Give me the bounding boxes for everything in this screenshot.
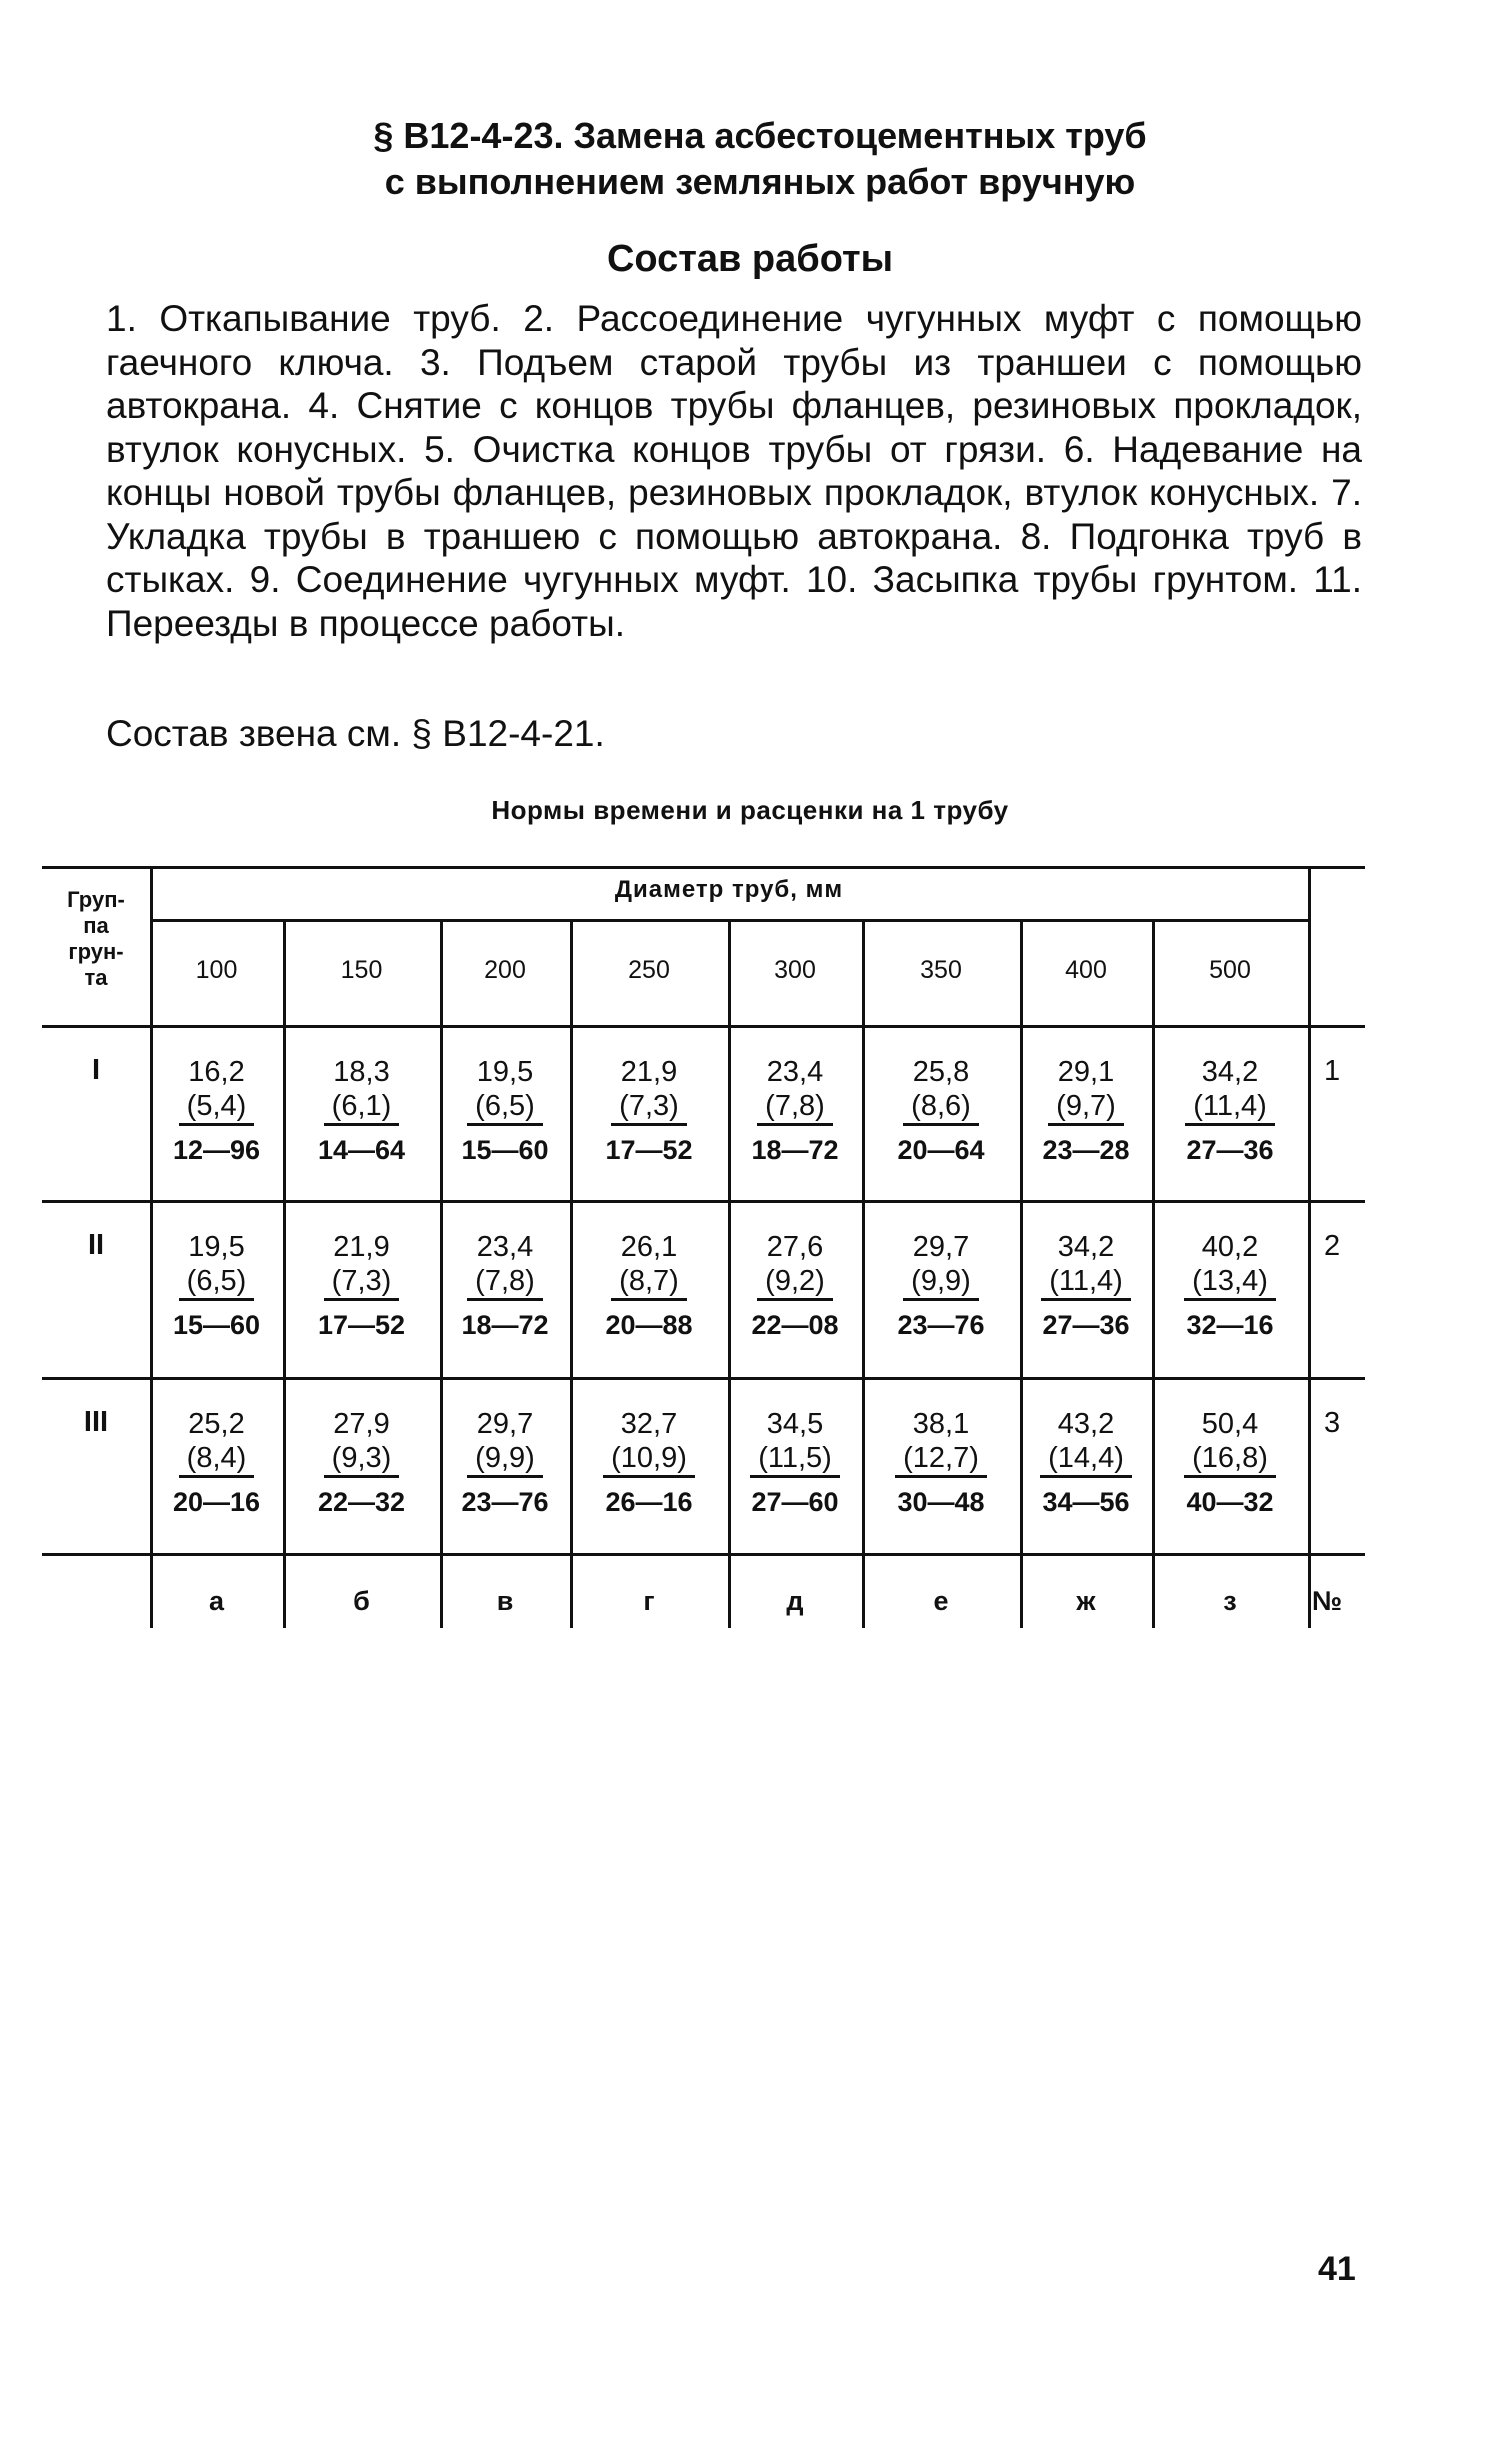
- subnorm-text: (6,5): [179, 1264, 255, 1301]
- subnorm-text: (5,4): [179, 1089, 255, 1126]
- subnorm-text: (14,4): [1040, 1441, 1132, 1478]
- group-header-text: Груп-: [67, 887, 125, 912]
- diameter-400: 400: [1065, 956, 1107, 984]
- subnorm-value: [728, 1441, 862, 1478]
- group-header-text: та: [84, 965, 108, 990]
- column-letter: г: [643, 1586, 655, 1616]
- time-norm-value: 40,2: [1201, 1231, 1259, 1263]
- column-letter: в: [496, 1586, 514, 1616]
- time-norm-value: 34,2: [1201, 1056, 1259, 1088]
- time-norm-value: 38,1: [912, 1408, 970, 1440]
- subnorm-text: (7,8): [467, 1264, 543, 1301]
- diameter-200: 200: [484, 956, 526, 984]
- subnorm-value: [862, 1264, 1020, 1301]
- time-norm-value: 16,2: [188, 1056, 245, 1088]
- soil-group-label: III: [83, 1406, 109, 1438]
- diameter-350: 350: [920, 956, 962, 984]
- subnorm-text: (7,3): [611, 1089, 687, 1126]
- diameter-header: Диаметр труб, мм: [614, 876, 844, 903]
- subnorm-value: [1020, 1264, 1152, 1301]
- time-norm-value: 34,2: [1057, 1231, 1115, 1263]
- subnorm-value: [570, 1441, 728, 1478]
- subnorm-text: (9,2): [757, 1264, 833, 1301]
- time-norm-value: 27,6: [766, 1231, 824, 1263]
- subnorm-text: (10,9): [603, 1441, 695, 1478]
- price-value: 14—64: [317, 1135, 406, 1165]
- price-value: 18—72: [751, 1135, 839, 1165]
- time-norm-value: 29,7: [912, 1231, 970, 1263]
- price-value: 15—60: [461, 1135, 549, 1165]
- subnorm-text: (11,5): [750, 1441, 840, 1478]
- subnorm-value: [1152, 1089, 1308, 1126]
- subnorm-text: (9,9): [467, 1441, 543, 1478]
- price-value: 17—52: [317, 1310, 406, 1340]
- time-norm-value: 29,1: [1057, 1056, 1115, 1088]
- price-value: 17—52: [605, 1135, 693, 1165]
- table-right-rule: [1308, 866, 1311, 1628]
- diameter-250: 250: [628, 956, 670, 984]
- subnorm-text: (7,3): [324, 1264, 400, 1301]
- subnorm-value: [728, 1264, 862, 1301]
- subnorm-text: (13,4): [1184, 1264, 1276, 1301]
- price-value: 12—96: [172, 1135, 261, 1165]
- subnorm-text: (16,8): [1184, 1441, 1276, 1478]
- row-index: 3: [1324, 1407, 1341, 1439]
- time-norm-value: 34,5: [766, 1408, 824, 1440]
- page-number: 41: [1318, 2250, 1356, 2288]
- row-rule: [42, 1200, 1365, 1203]
- row-index: 2: [1324, 1230, 1341, 1262]
- time-norm-value: 18,3: [333, 1056, 390, 1088]
- time-norm-value: 23,4: [476, 1231, 534, 1263]
- price-value: 23—76: [461, 1487, 549, 1517]
- subnorm-text: (9,9): [903, 1264, 979, 1301]
- subnorm-value: [150, 1441, 283, 1478]
- header-bottom-rule: [42, 1025, 1365, 1028]
- time-norm-value: 19,5: [476, 1056, 534, 1088]
- price-value: 15—60: [172, 1310, 261, 1340]
- price-value: 20—64: [897, 1135, 985, 1165]
- price-value: 26—16: [605, 1487, 693, 1517]
- row-rule: [42, 1377, 1365, 1380]
- time-norm-value: 23,4: [766, 1056, 824, 1088]
- row-rule: [42, 1553, 1365, 1556]
- subnorm-value: [150, 1264, 283, 1301]
- subnorm-value: [1152, 1441, 1308, 1478]
- subnorm-value: [862, 1089, 1020, 1126]
- price-value: 27—36: [1042, 1310, 1130, 1340]
- subnorm-value: [440, 1264, 570, 1301]
- subnorm-value: [150, 1089, 283, 1126]
- time-norm-value: 21,9: [620, 1056, 678, 1088]
- column-letter: е: [933, 1586, 949, 1616]
- column-letter: б: [353, 1586, 370, 1616]
- subnorm-value: [1020, 1441, 1152, 1478]
- diameter-100: 100: [195, 956, 238, 984]
- price-value: 27—60: [751, 1487, 839, 1517]
- subnorm-text: (8,4): [179, 1441, 255, 1478]
- subnorm-value: [728, 1089, 862, 1126]
- subnorm-value: [570, 1089, 728, 1126]
- soil-group-label: I: [91, 1054, 101, 1086]
- diameter-150: 150: [340, 956, 383, 984]
- group-header-text: грун-: [68, 939, 124, 964]
- section-heading-line2: с выполнением земляных работ вручную: [384, 161, 1136, 202]
- time-norm-value: 25,8: [912, 1056, 970, 1088]
- subnorm-text: (11,4): [1185, 1089, 1275, 1126]
- diameter-300: 300: [774, 956, 816, 984]
- subnorm-text: (12,7): [895, 1441, 987, 1478]
- subnorm-value: [862, 1441, 1020, 1478]
- price-value: 30—48: [897, 1487, 985, 1517]
- number-sign: №: [1312, 1586, 1343, 1616]
- price-value: 32—16: [1186, 1310, 1274, 1340]
- subnorm-text: (7,8): [757, 1089, 833, 1126]
- price-value: 22—08: [751, 1310, 839, 1340]
- subnorm-value: [440, 1089, 570, 1126]
- price-value: 20—16: [172, 1487, 261, 1517]
- diameter-500: 500: [1209, 956, 1251, 984]
- soil-group-label: II: [87, 1229, 105, 1261]
- time-norm-value: 29,7: [476, 1408, 534, 1440]
- row-index: 1: [1324, 1055, 1341, 1087]
- subnorm-value: [1020, 1089, 1152, 1126]
- work-composition-title: Состав работы: [606, 238, 894, 280]
- price-value: 23—76: [897, 1310, 985, 1340]
- price-value: 27—36: [1186, 1135, 1274, 1165]
- time-norm-value: 32,7: [620, 1408, 678, 1440]
- column-letter: ж: [1076, 1586, 1096, 1616]
- time-norm-value: 27,9: [333, 1408, 390, 1440]
- crew-reference: Состав звена см. § В12-4-21.: [106, 713, 605, 754]
- column-letter: з: [1223, 1586, 1237, 1616]
- subnorm-value: [440, 1441, 570, 1478]
- column-letter: а: [208, 1586, 225, 1616]
- subnorm-text: (8,6): [903, 1089, 979, 1126]
- time-norm-value: 21,9: [333, 1231, 390, 1263]
- subnorm-text: (6,1): [324, 1089, 400, 1126]
- subnorm-text: (8,7): [611, 1264, 687, 1301]
- time-norm-value: 50,4: [1201, 1408, 1259, 1440]
- subnorm-text: (9,3): [324, 1441, 400, 1478]
- time-norm-value: 26,1: [620, 1231, 678, 1263]
- subnorm-value: [570, 1264, 728, 1301]
- subnorm-text: (11,4): [1041, 1264, 1131, 1301]
- price-value: 34—56: [1042, 1487, 1130, 1517]
- subnorm-value: [283, 1264, 440, 1301]
- group-header-text: па: [83, 913, 109, 938]
- subnorm-value: [1152, 1264, 1308, 1301]
- table-top-rule: [42, 866, 1365, 869]
- price-value: 23—28: [1042, 1135, 1130, 1165]
- work-steps-paragraph: 1. Откапывание труб. 2. Рассоединение чугунных муфт с помощью гаечного ключа. 3. Подъем старой трубы из траншеи с помощью автокрана. 4. Снятие с концов трубы фланцев, резиновых прокладок, втулок конусных. 5. Очистка концов трубы от грязи. 6. Надевание на концы новой трубы фланцев, резиновых прокладок, втулок конусных. 7. Укладка трубы в траншею с помощью автокрана. 8. Подгонка труб в стыках. 9. Соединение чугунных муфт. 10. Засыпка трубы грунтом. 11. Переезды в процессе работы.: [106, 298, 1362, 644]
- subnorm-text: (6,5): [467, 1089, 543, 1126]
- subnorm-value: [283, 1089, 440, 1126]
- time-norm-value: 43,2: [1057, 1408, 1115, 1440]
- price-value: 20—88: [605, 1310, 693, 1340]
- price-value: 22—32: [317, 1487, 406, 1517]
- price-value: 18—72: [461, 1310, 549, 1340]
- time-norm-value: 19,5: [188, 1231, 245, 1263]
- time-norm-value: 25,2: [188, 1408, 245, 1440]
- section-heading-line1: § В12-4-23. Замена асбестоцементных труб: [373, 115, 1147, 156]
- subnorm-text: (9,7): [1048, 1089, 1124, 1126]
- subnorm-value: [283, 1441, 440, 1478]
- table-caption: Нормы времени и расценки на 1 трубу: [491, 795, 1009, 825]
- price-value: 40—32: [1186, 1487, 1274, 1517]
- column-letter: д: [786, 1586, 804, 1616]
